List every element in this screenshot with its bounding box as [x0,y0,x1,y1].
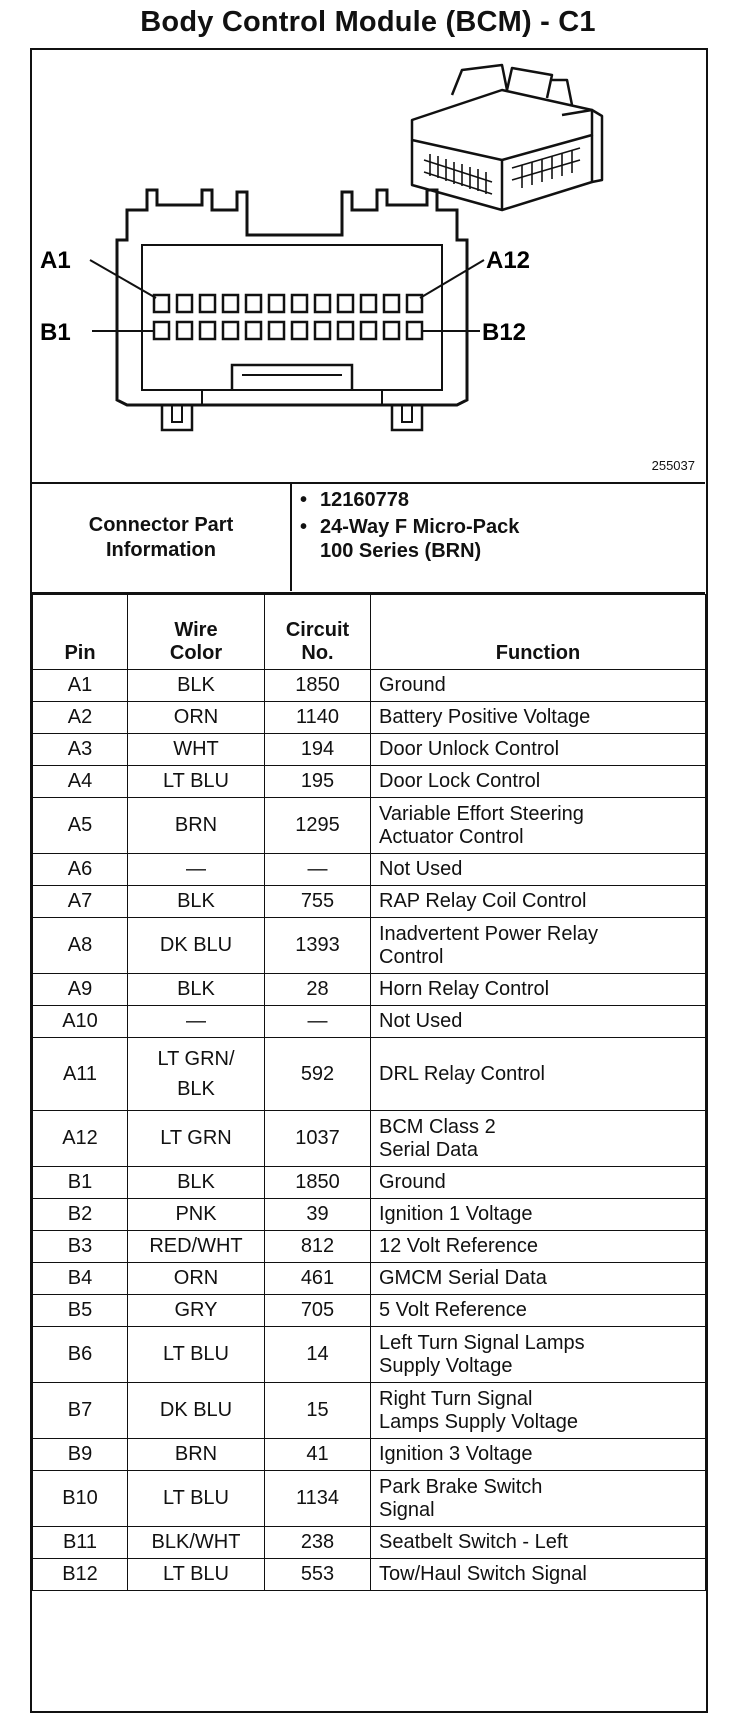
cell-pin: B2 [33,1199,128,1231]
cell-circuit-no: 755 [265,886,371,918]
cell-pin: B1 [33,1167,128,1199]
connector-info-label: Connector Part Information [32,484,292,591]
cell-circuit-no: 553 [265,1559,371,1591]
cell-circuit-no: 28 [265,974,371,1006]
cell-function: Left Turn Signal Lamps Supply Voltage [371,1327,706,1383]
cell-function: Battery Positive Voltage [371,702,706,734]
cell-circuit-no: 1393 [265,918,371,974]
table-row [33,670,706,702]
cavity-grid [154,295,422,339]
cell-function: DRL Relay Control [371,1038,706,1111]
table-row [33,886,706,918]
label-b1: B1 [40,319,71,346]
cell-circuit-no: 1037 [265,1111,371,1167]
cell-wire-color: — [128,1006,265,1038]
page-title: Body Control Module (BCM) - C1 [140,6,596,38]
cell-function: Inadvertent Power Relay Control [371,918,706,974]
table-row [33,1263,706,1295]
table-row [33,1383,706,1439]
cell-circuit-no: 1140 [265,702,371,734]
cell-function: Seatbelt Switch - Left [371,1527,706,1559]
cell-wire-color: LT BLU [128,1471,265,1527]
cell-pin: B11 [33,1527,128,1559]
cell-wire-color: LT GRN/ BLK [128,1038,265,1111]
cell-pin: A9 [33,974,128,1006]
cell-pin: B5 [33,1295,128,1327]
header-wire-color: Wire Color [128,595,265,670]
connector-info-item: • 24-Way F Micro-Pack 100 Series (BRN) [300,516,520,562]
cell-wire-color: LT BLU [128,1327,265,1383]
cell-pin: B3 [33,1231,128,1263]
cell-circuit-no: 39 [265,1199,371,1231]
table-row [33,1439,706,1471]
cell-wire-color: RED/WHT [128,1231,265,1263]
connector-info-list [300,488,519,566]
cell-function: Ignition 3 Voltage [371,1439,706,1471]
connector-3d-view [412,65,602,210]
cell-circuit-no: 1134 [265,1471,371,1527]
cell-function: Not Used [371,1006,706,1038]
cell-circuit-no: 705 [265,1295,371,1327]
cell-wire-color: DK BLU [128,1383,265,1439]
table-row [33,1471,706,1527]
cell-function: Horn Relay Control [371,974,706,1006]
cell-wire-color: LT BLU [128,766,265,798]
cell-wire-color: BLK [128,886,265,918]
cell-circuit-no: — [265,854,371,886]
figure-id: 255037 [651,458,695,473]
cell-function: Door Lock Control [371,766,706,798]
cell-pin: A2 [33,702,128,734]
cell-wire-color: DK BLU [128,918,265,974]
cell-wire-color: BLK [128,974,265,1006]
cell-circuit-no: 41 [265,1439,371,1471]
cell-function: Ignition 1 Voltage [371,1199,706,1231]
cell-function: 5 Volt Reference [371,1295,706,1327]
cell-pin: A4 [33,766,128,798]
cell-wire-color: ORN [128,1263,265,1295]
cell-pin: B12 [33,1559,128,1591]
cell-circuit-no: 1295 [265,798,371,854]
cell-pin: B7 [33,1383,128,1439]
connector-diagram [32,50,705,480]
table-row [33,1295,706,1327]
pinout-rows [33,670,706,1591]
header-pin: Pin [33,595,128,670]
table-row [33,1111,706,1167]
cell-pin: A8 [33,918,128,974]
cell-wire-color: LT GRN [128,1111,265,1167]
cell-wire-color: GRY [128,1295,265,1327]
table-row [33,766,706,798]
cell-wire-color: PNK [128,1199,265,1231]
cell-pin: B10 [33,1471,128,1527]
cell-circuit-no: 195 [265,766,371,798]
table-row [33,854,706,886]
cell-pin: B6 [33,1327,128,1383]
cell-pin: A3 [33,734,128,766]
cell-circuit-no: 461 [265,1263,371,1295]
cell-wire-color: BRN [128,1439,265,1471]
cell-pin: A12 [33,1111,128,1167]
cell-pin: A7 [33,886,128,918]
cell-wire-color: WHT [128,734,265,766]
cell-circuit-no: — [265,1006,371,1038]
cell-circuit-no: 1850 [265,670,371,702]
table-row [33,974,706,1006]
cell-pin: A1 [33,670,128,702]
cell-wire-color: LT BLU [128,1559,265,1591]
header-circuit-no: Circuit No. [265,595,371,670]
cell-circuit-no: 194 [265,734,371,766]
table-row [33,734,706,766]
cell-function: Ground [371,1167,706,1199]
pinout-table [32,594,706,1591]
cell-pin: B9 [33,1439,128,1471]
cell-wire-color: BRN [128,798,265,854]
connector-part-info [32,482,705,594]
table-row [33,1231,706,1263]
table-row [33,1167,706,1199]
cell-wire-color: ORN [128,702,265,734]
cell-circuit-no: 1850 [265,1167,371,1199]
table-row [33,1199,706,1231]
cell-function: Door Unlock Control [371,734,706,766]
header-function: Function [371,595,706,670]
cell-pin: B4 [33,1263,128,1295]
cell-function: RAP Relay Coil Control [371,886,706,918]
cell-pin: A10 [33,1006,128,1038]
table-row [33,798,706,854]
pin-leaders [90,260,484,331]
label-b12: B12 [482,319,527,346]
cell-circuit-no: 15 [265,1383,371,1439]
table-row [33,918,706,974]
cell-function: Park Brake Switch Signal [371,1471,706,1527]
cell-function: GMCM Serial Data [371,1263,706,1295]
bullet-icon: • [300,489,308,511]
cell-pin: A6 [33,854,128,886]
cell-wire-color: BLK [128,1167,265,1199]
table-row [33,1527,706,1559]
cell-function: Variable Effort Steering Actuator Control [371,798,706,854]
cell-function: Ground [371,670,706,702]
cell-wire-color: BLK [128,670,265,702]
cell-circuit-no: 592 [265,1038,371,1111]
cell-function: 12 Volt Reference [371,1231,706,1263]
cell-wire-color: — [128,854,265,886]
cell-function: BCM Class 2 Serial Data [371,1111,706,1167]
table-row [33,1006,706,1038]
connector-sheet [30,48,708,1713]
cell-circuit-no: 238 [265,1527,371,1559]
label-a12: A12 [486,247,531,274]
table-row [33,1327,706,1383]
cell-function: Not Used [371,854,706,886]
table-row [33,1038,706,1111]
bullet-icon: • [300,516,308,538]
table-header-row [33,595,706,670]
cell-circuit-no: 14 [265,1327,371,1383]
table-row [33,702,706,734]
cell-pin: A11 [33,1038,128,1111]
cell-pin: A5 [33,798,128,854]
connector-drawing [32,50,705,480]
cell-circuit-no: 812 [265,1231,371,1263]
connector-info-item: • 12160778 [300,489,409,511]
cell-wire-color: BLK/WHT [128,1527,265,1559]
cell-function: Tow/Haul Switch Signal [371,1559,706,1591]
table-row [33,1559,706,1591]
cell-function: Right Turn Signal Lamps Supply Voltage [371,1383,706,1439]
label-a1: A1 [40,247,71,274]
